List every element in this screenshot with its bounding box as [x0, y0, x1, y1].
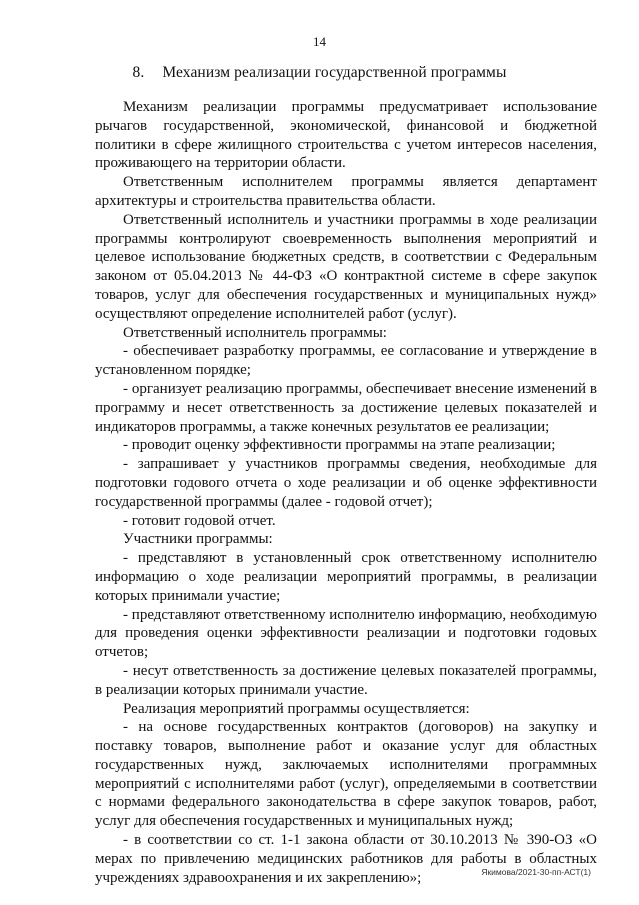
list-item-participants-1: - представляют в установленный срок ответственному исполнителю информацию о ходе реализации мероприятий программы, в реализации которых принимали участие;	[95, 550, 597, 604]
section-number: 8.	[132, 64, 145, 81]
list-item-executor-1: - обеспечивает разработку программы, ее согласование и утверждение в установленном порядке;	[95, 343, 597, 379]
paragraph-participants-heading: Участники программы:	[123, 531, 273, 548]
paragraph-control: Ответственный исполнитель и участники программы в ходе реализации программы контролируют своевременность выполнения мероприятий и целевое использование бюджетных средств, в соответствии с Федеральным законом от 05.04.2013 № 44-ФЗ «О контрактной системе в сфере закупок товаров, услуг для обеспечения государственных и муниципальных нужд» осуществляют определение исполнителей работ (услуг).	[95, 211, 597, 322]
list-item-implementation-2: - в соответствии со ст. 1-1 закона области от 30.10.2013 № 390-ОЗ «О мерах по привлечению медицинских работников для работы в областных учреждениях здравоохранения и их закреплению»;	[95, 832, 597, 886]
section-heading	[0, 64, 639, 82]
list-item-executor-2: - организует реализацию программы, обеспечивает внесение изменений в программу и несет ответственность за достижение целевых показателей и индикаторов программы, а также конечных результатов ее реализации;	[95, 380, 597, 435]
document-body	[95, 98, 597, 887]
paragraph-mechanism: Механизм реализации программы предусматривает использование рычагов государственной, экономической, финансовой и бюджетной политики в сфере жилищного строительства с учетом интересов населения, проживающего на территории области.	[95, 99, 597, 172]
document-footer-code: Якимова/2021-30-пп-АСТ(1)	[481, 867, 591, 877]
list-item-implementation-1: - на основе государственных контрактов (договоров) на закупку и поставку товаров, выполнение работ и оказание услуг для областных государственных нужд, заключаемых исполнителями программных мероприятий с исполнителями работ (услуг), определяемыми в соответствии с нормами федерального законодательства в сфере закупок товаров, работ, услуг для обеспечения государственных и муниципальных нужд;	[95, 719, 597, 830]
list-item-executor-5: - готовит годовой отчет.	[123, 512, 276, 529]
list-item-executor-3: - проводит оценку эффективности программы на этапе реализации;	[123, 437, 556, 454]
list-item-participants-3: - несут ответственность за достижение целевых показателей программы, в реализации которых принимали участие.	[95, 662, 597, 698]
page-number: 14	[313, 34, 326, 49]
list-item-participants-2: - представляют ответственному исполнителю информацию, необходимую для проведения оценки эффективности реализации и подготовки годовых отчетов;	[95, 606, 597, 661]
paragraph-implementation-heading: Реализация мероприятий программы осуществляется:	[123, 700, 470, 717]
paragraph-responsible-executor: Ответственным исполнителем программы является департамент архитектуры и строительства правительства области.	[95, 174, 597, 209]
paragraph-executor-heading: Ответственный исполнитель программы:	[123, 324, 387, 341]
section-title: Механизм реализации государственной программы	[162, 64, 507, 81]
list-item-executor-4: - запрашивает у участников программы сведения, необходимые для подготовки годового отчета о ходе реализации и об оценке эффективности государственной программы (далее - годовой отчет);	[95, 456, 597, 510]
